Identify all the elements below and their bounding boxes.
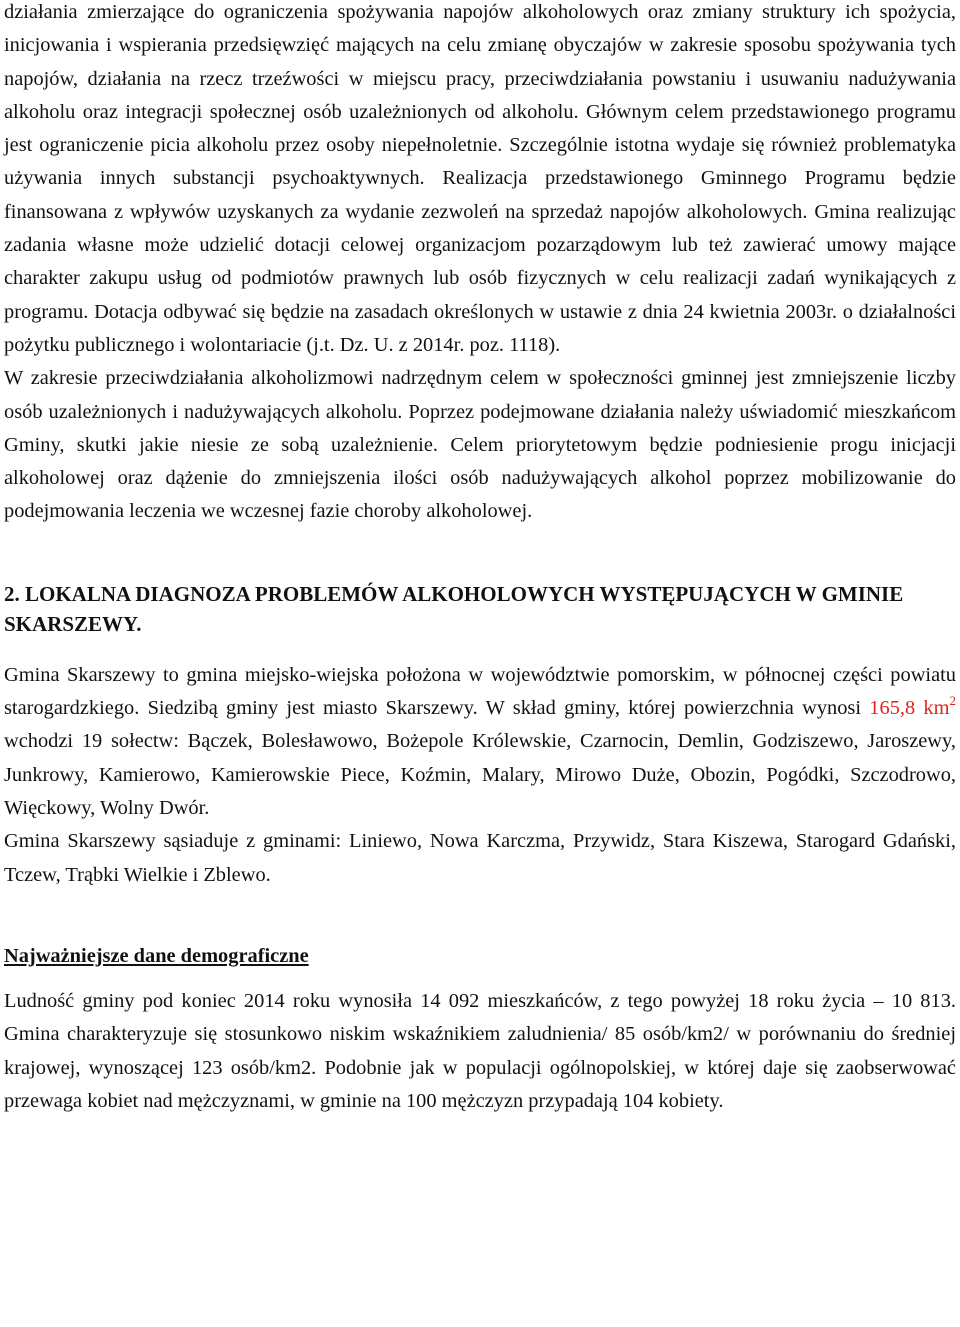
area-value-text: 165,8 km xyxy=(869,697,950,720)
section-2-paragraph-1 xyxy=(4,659,956,825)
section-2-paragraph-2: Gmina Skarszewy sąsiaduje z gminami: Liniewo, Nowa Karczma, Przywidz, Stara Kiszewa, Starogard Gdański, Tczew, Trąbki Wielkie i Zblewo. xyxy=(4,830,956,886)
area-unit-exponent: 2 xyxy=(949,693,956,709)
spacer xyxy=(4,973,956,985)
spacer xyxy=(4,892,956,940)
intro-paragraph-2: W zakresie przeciwdziałania alkoholizmowi nadrzędnym celem w społeczności gminnej jest zmniejszenie liczby osób uzależnionych i nadużywających alkoholu. Poprzez podejmowane działania należy uświadomić mieszkańcom Gminy, skutki jakie niesie ze sobą uzależnienie. Celem priorytetowym będzie podniesienie progu inicjacji alkoholowej oraz dążenie do zmniejszenia ilości osób nadużywających alkohol poprzez mobilizowanie do podejmowania leczenia we wczesnej fazie choroby alkoholowej. xyxy=(4,367,956,523)
spacer xyxy=(4,529,956,579)
demographics-heading: Najważniejsze dane demograficzne xyxy=(4,944,309,967)
area-text-before: Gmina Skarszewy to gmina miejsko-wiejska położona w województwie pomorskim, w północnej części powiatu starogardzkiego. Siedzibą gminy jest miasto Skarszewy. W skład gminy, której powierzchnia wynosi xyxy=(4,663,956,720)
spacer xyxy=(4,639,956,659)
intro-paragraph-1: działania zmierzające do ograniczenia spożywania napojów alkoholowych oraz zmiany struktury ich spożycia, inicjowania i wspierania przedsięwzięć mających na celu zmianę obyczajów w zakresie sposobu spożywania tych napojów, działania na rzecz trzeźwości w miejscu pracy, przeciwdziałania powstaniu i usuwaniu nadużywania alkoholu oraz integracji społecznej osób uzależnionych od alkoholu. Głównym celem przedstawionego programu jest ograniczenie picia alkoholu przez osoby niepełnoletnie. Szczególnie istotna wydaje się również problematyka używania innych substancji psychoaktywnych. Realizacja przedstawionego Gminnego Programu będzie finansowana z wpływów uzyskanych za wydanie zezwoleń na sprzedaż napojów alkoholowych. Gmina realizując zadania własne może udzielić dotacji celowej organizacjom pozarządowym lub też zawierać umowy mające charakter zakupu usług od podmiotów prawnych lub osób fizycznych w celu realizacji zadań wynikających z programu. Dotacja odbywać się będzie na zasadach określonych w ustawie z dnia 24 kwietnia 2003r. o działalności pożytku publicznego i wolontariacie (j.t. Dz. U. z 2014r. poz. 1118). xyxy=(4,1,956,356)
demographics-paragraph: Ludność gminy pod koniec 2014 roku wynosiła 14 092 mieszkańców, z tego powyżej 18 roku życia – 10 813. Gmina charakteryzuje się stosunkowo niskim wskaźnikiem zaludnienia/ 85 osób/km2/ w porównaniu do średniej krajowej, wynoszącej 123 osób/km2. Podobnie jak w populacji ogólnopolskiej, w której daje się zaobserwować przewaga kobiet nad mężczyznami, w gminie na 100 mężczyzn przypadają 104 kobiety. xyxy=(4,990,956,1113)
area-value xyxy=(869,693,956,720)
section-2-heading: 2. LOKALNA DIAGNOZA PROBLEMÓW ALKOHOLOWYCH WYSTĘPUJĄCYCH W GMINIE SKARSZEWY. xyxy=(4,581,904,636)
area-text-after: wchodzi 19 sołectw: Bączek, Bolesławowo, Bożepole Królewskie, Czarnocin, Demlin, Godziszewo, Jaroszewy, Junkrowy, Kamierowo, Kamierowskie Piece, Koźmin, Malary, Mirowo Duże, Obozin, Pogódki, Szczodrowo, Więckowy, Wolny Dwór. xyxy=(4,730,956,819)
